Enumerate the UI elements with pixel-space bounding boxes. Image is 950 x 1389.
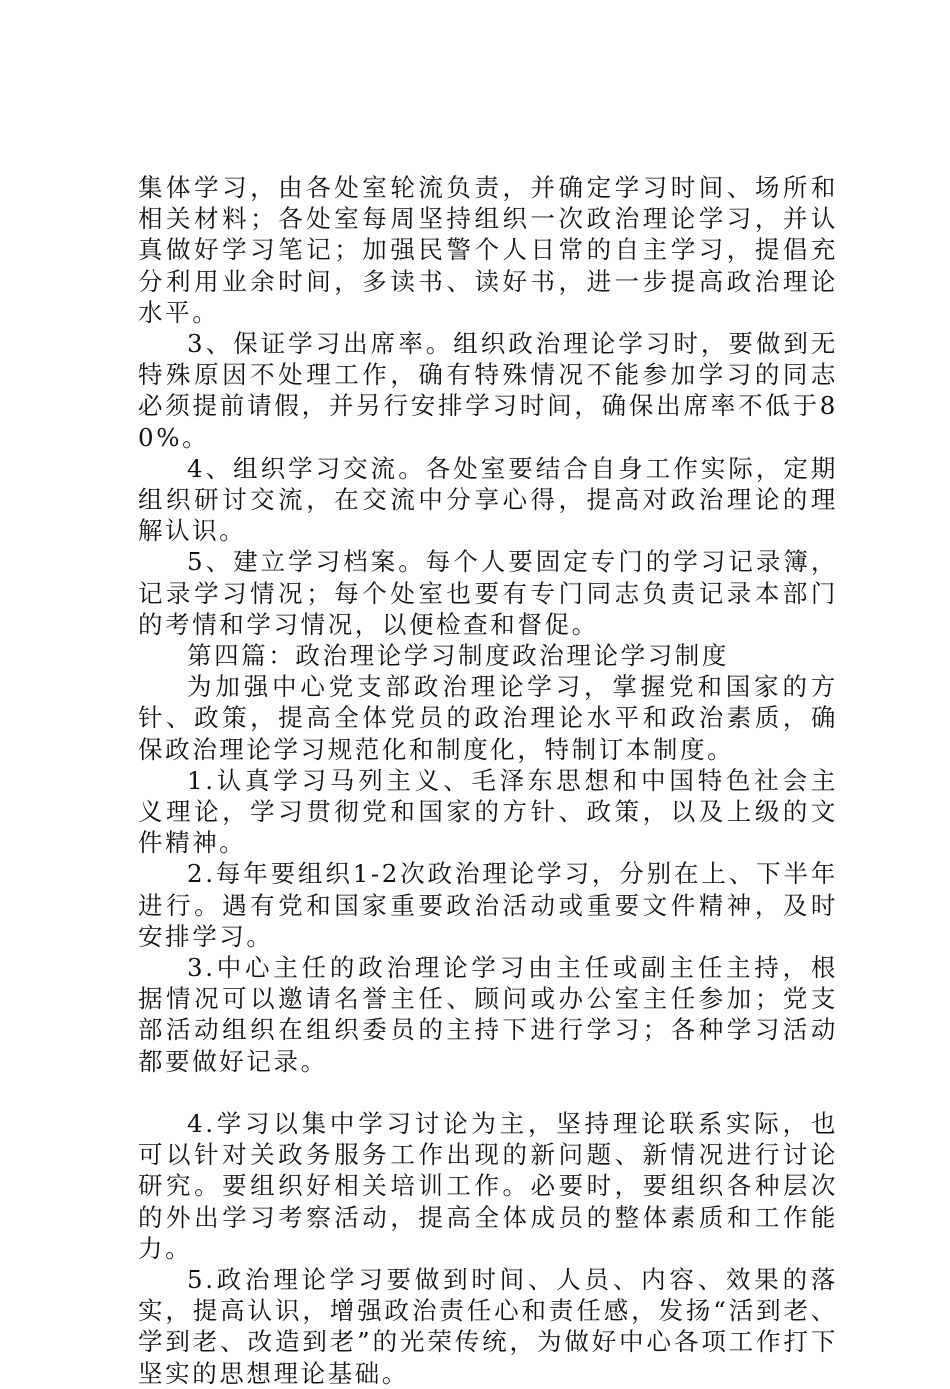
section-heading: 第四篇：政治理论学习制度政治理论学习制度 <box>187 641 729 671</box>
paragraph-item-1: 1.认真学习马列主义、毛泽东思想和中国特色社会主义理论，学习贯彻党和国家的方针、政策，以及上级的文件精神。 <box>138 765 838 858</box>
paragraph-attendance: 3、保证学习出席率。组织政治理论学习时，要做到无特殊原因不处理工作，确有特殊情况不能参加学习的同志必须提前请假，并另行安排学习时间，确保出席率不低于80%。 <box>138 329 838 452</box>
document-body <box>138 172 838 1389</box>
paragraph-archive: 5、建立学习档案。每个人要固定专门的学习记录簿，记录学习情况；每个处室也要有专门同志负责记录本部门的考情和学习情况，以便检查和督促。 <box>138 547 838 639</box>
paragraph-spacer <box>138 1077 838 1108</box>
paragraph-exchange: 4、组织学习交流。各处室要结合自身工作实际，定期组织研讨交流，在交流中分享心得，提高对政治理论的理解认识。 <box>138 453 838 546</box>
paragraph-intro: 为加强中心党支部政治理论学习，掌握党和国家的方针、政策，提高全体党员的政治理论水平和政治素质，确保政治理论学习规范化和制度化，特制订本制度。 <box>138 672 838 764</box>
paragraph-item-3: 3.中心主任的政治理论学习由主任或副主任主持，根据情况可以邀请名誉主任、顾问或办公室主任参加；党支部活动组织在组织委员的主持下进行学习；各种学习活动都要做好记录。 <box>138 953 838 1076</box>
paragraph-collective-study: 集体学习，由各处室轮流负责，并确定学习时间、场所和相关材料；各处室每周坚持组织一次政治理论学习，并认真做好学习笔记；加强民警个人日常的自主学习，提倡充分利用业余时间，多读书、读好书，进一步提高政治理论水平。 <box>138 173 838 327</box>
paragraph-item-4: 4.学习以集中学习讨论为主，坚持理论联系实际，也可以针对关政务服务工作出现的新问题、新情况进行讨论研究。要组织好相关培训工作。必要时，要组织各种层次的外出学习考察活动，提高全体成员的整体素质和工作能力。 <box>138 1108 838 1263</box>
paragraph-item-2: 2.每年要组织1-2次政治理论学习，分别在上、下半年进行。遇有党和国家重要政治活动或重要文件精神，及时安排学习。 <box>138 859 838 951</box>
paragraph-item-5: 5.政治理论学习要做到时间、人员、内容、效果的落实，提高认识，增强政治责任心和责任感，发扬“活到老、学到老、改造到老”的光荣传统，为做好中心各项工作打下坚实的思想理论基础。 <box>138 1264 838 1388</box>
